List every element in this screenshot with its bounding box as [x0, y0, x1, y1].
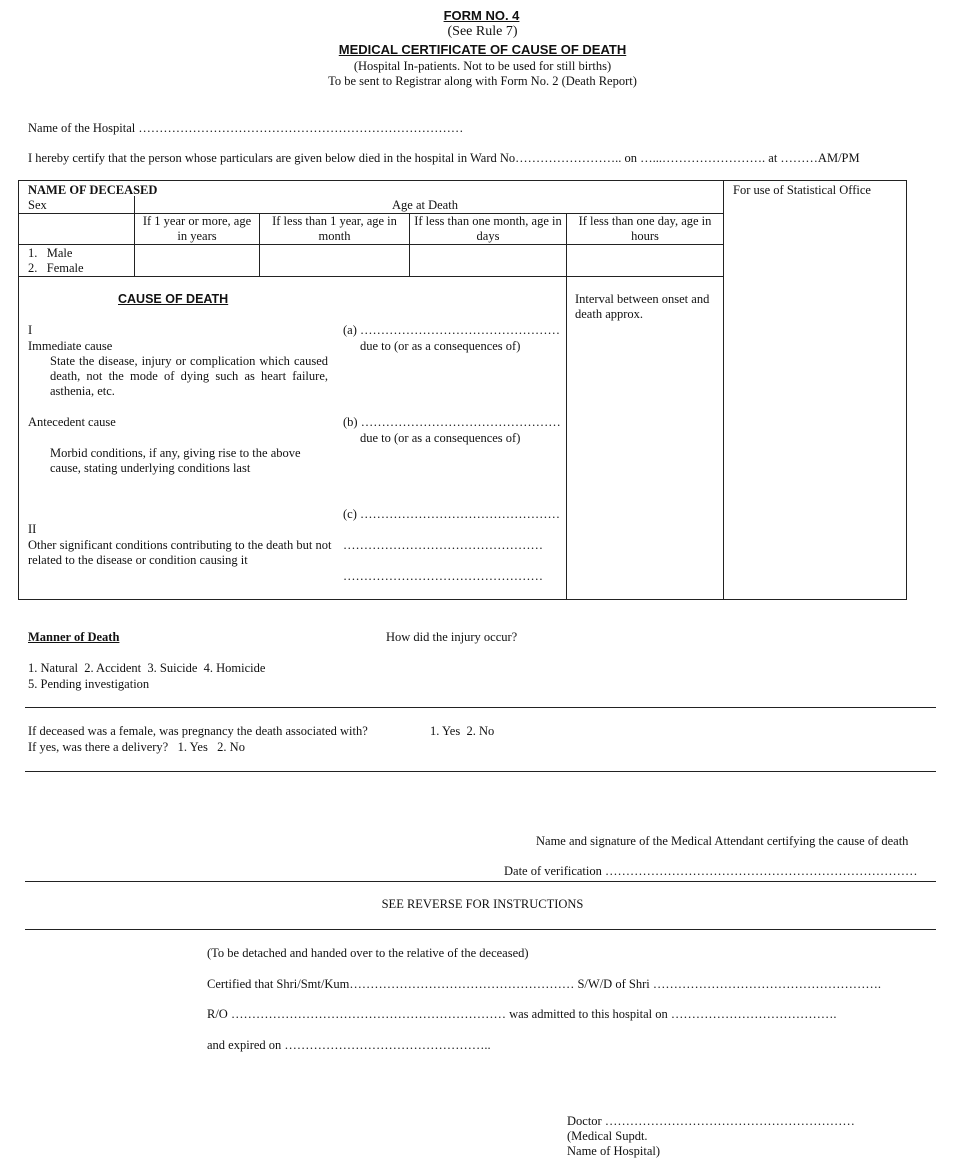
see-reverse-instructions: SEE REVERSE FOR INSTRUCTIONS	[381, 897, 584, 911]
cause-line-b[interactable]: (b) …………………………………………	[343, 415, 561, 429]
age-days-header: If less than one month, age in days	[414, 214, 562, 243]
injury-question[interactable]: How did the injury occur?	[386, 630, 518, 644]
age-years-header: If 1 year or more, age in years	[142, 214, 252, 243]
age-hours-header: If less than one day, age in hours	[578, 214, 712, 243]
due-to-label-2: due to (or as a consequences of)	[360, 431, 521, 445]
statistical-office-label: For use of Statistical Office	[733, 183, 871, 197]
certified-name-field[interactable]: Certified that Shri/Smt/Kum……………………………………………… S/W/D of Shri ……………………………………………….	[207, 977, 881, 991]
form-subtitle-1: (Hospital In-patients. Not to be used for still births)	[353, 59, 612, 73]
immediate-cause-label: Immediate cause	[28, 339, 113, 353]
pregnancy-question: If deceased was a female, was pregnancy the death associated with?	[28, 724, 368, 738]
section-ii-label: II	[28, 522, 37, 536]
cause-line-c[interactable]: (c) …………………………………………	[343, 507, 560, 521]
other-conditions-description: Other significant conditions contributing to the death but not related to the disease or condition causing it	[28, 538, 332, 567]
cause-of-death-heading: CAUSE OF DEATH	[118, 292, 229, 306]
immediate-cause-description: State the disease, injury or complication which caused death, not the mode of dying such as heart failure, asthenia, etc.	[50, 354, 328, 398]
age-hours-input[interactable]	[567, 245, 722, 275]
sex-label: Sex	[28, 198, 47, 212]
cause-line-a[interactable]: (a) …………………………………………	[343, 323, 560, 337]
doctor-field[interactable]: Doctor ……………………………………………………	[567, 1114, 855, 1128]
delivery-question[interactable]: If yes, was there a delivery? 1. Yes 2. No	[28, 740, 245, 754]
sex-option-female[interactable]: 2. Female	[28, 261, 84, 275]
attendant-signature-label: Name and signature of the Medical Attendant certifying the cause of death	[536, 834, 909, 848]
age-years-input[interactable]	[135, 245, 258, 275]
age-months-input[interactable]	[260, 245, 408, 275]
antecedent-cause-label: Antecedent cause	[28, 415, 116, 429]
certify-statement[interactable]: I hereby certify that the person whose particulars are given below died in the hospital in Ward No…………………….. on …...……………………. at ………AM/PM	[28, 151, 860, 165]
manner-options-1[interactable]: 1. Natural 2. Accident 3. Suicide 4. Homicide	[28, 661, 266, 675]
age-days-input[interactable]	[410, 245, 565, 275]
detach-note: (To be detached and handed over to the relative of the deceased)	[207, 946, 529, 960]
rule-reference: (See Rule 7)	[447, 24, 518, 39]
hospital-name-field[interactable]: Name of the Hospital ……………………………………………………………………	[28, 121, 464, 135]
section-i-label: I	[28, 323, 33, 337]
form-title: MEDICAL CERTIFICATE OF CAUSE OF DEATH	[338, 42, 627, 57]
hospital-name-label: Name of Hospital)	[567, 1144, 661, 1158]
expired-on-field[interactable]: and expired on …………………………………………..	[207, 1038, 491, 1052]
divider-1	[25, 707, 936, 708]
manner-options-2[interactable]: 5. Pending investigation	[28, 677, 150, 691]
name-of-deceased-label: NAME OF DECEASED	[28, 183, 158, 197]
other-conditions-line-1[interactable]: …………………………………………	[343, 538, 543, 552]
morbid-conditions-description: Morbid conditions, if any, giving rise to the above cause, stating underlying conditions last	[50, 446, 301, 475]
age-at-death-label: Age at Death	[392, 198, 458, 212]
medical-supdt-label: (Medical Supdt.	[567, 1129, 648, 1143]
manner-of-death-heading: Manner of Death	[28, 630, 120, 644]
interval-label: Interval between onset and death approx.	[575, 292, 710, 321]
divider-2	[25, 771, 936, 772]
form-subtitle-2: To be sent to Registrar along with Form No. 2 (Death Report)	[328, 74, 637, 88]
due-to-label-1: due to (or as a consequences of)	[360, 339, 521, 353]
divider-4	[25, 929, 936, 930]
form-number: FORM NO. 4	[443, 8, 520, 23]
date-of-verification-field[interactable]: Date of verification …………………………………………………………………	[504, 864, 918, 878]
other-conditions-line-2[interactable]: …………………………………………	[343, 569, 543, 583]
pregnancy-answer[interactable]: 1. Yes 2. No	[430, 724, 495, 738]
residence-admission-field[interactable]: R/O ………………………………………………………… was admitted to this hospital on ………………………………….	[207, 1007, 837, 1021]
sex-option-male[interactable]: 1. Male	[28, 246, 73, 260]
divider-3	[25, 881, 936, 882]
age-months-header: If less than 1 year, age in month	[272, 214, 397, 243]
